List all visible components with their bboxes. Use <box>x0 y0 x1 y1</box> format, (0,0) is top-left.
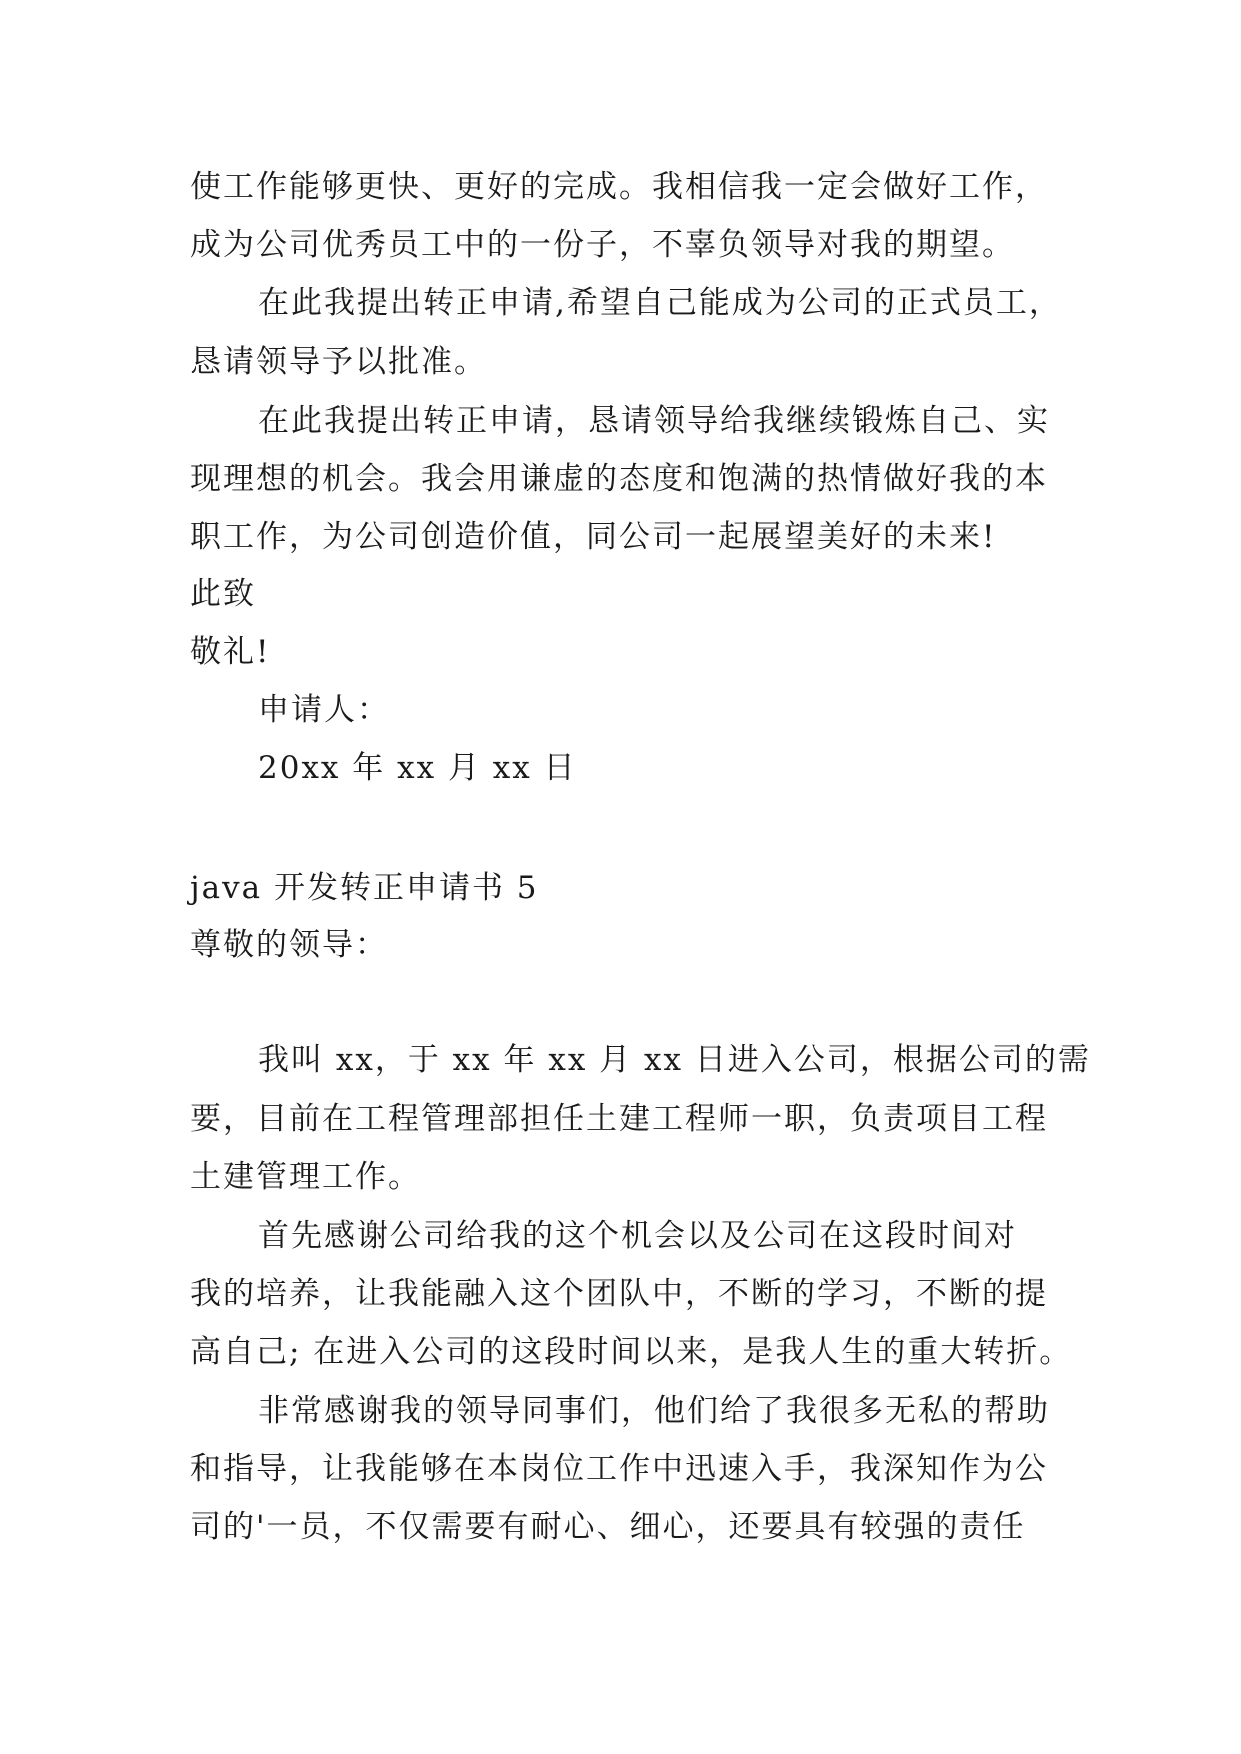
text-line: 在此我提出转正申请,希望自己能成为公司的正式员工， <box>258 285 1062 321</box>
text-line: 我叫 xx，于 xx 年 xx 月 xx 日进入公司，根据公司的需 <box>258 1042 1091 1078</box>
salutation: 敬礼! <box>190 634 271 670</box>
text-line: 使工作能够更快、更好的完成。我相信我一定会做好工作， <box>190 169 1048 205</box>
section-title: java 开发转正申请书 5 <box>190 870 539 906</box>
text-line: 和指导，让我能够在本岗位工作中迅速入手，我深知作为公 <box>190 1451 1048 1487</box>
text-line: 职工作，为公司创造价值，同公司一起展望美好的未来! <box>190 519 997 555</box>
closing-text: 此致 <box>190 576 256 612</box>
text-line: 现理想的机会。我会用谦虚的态度和饱满的热情做好我的本 <box>190 461 1048 497</box>
applicant-label: 申请人： <box>258 692 390 728</box>
text-line: 我的培养，让我能融入这个团队中，不断的学习，不断的提 <box>190 1276 1048 1312</box>
text-line: 非常感谢我的领导同事们，他们给了我很多无私的帮助 <box>258 1393 1050 1429</box>
greeting: 尊敬的领导： <box>190 927 388 963</box>
text-line: 高自己; 在进入公司的这段时间以来，是我人生的重大转折。 <box>190 1334 1073 1370</box>
text-line: 恳请领导予以批准。 <box>190 344 487 380</box>
text-line: 要，目前在工程管理部担任土建工程师一职，负责项目工程 <box>190 1101 1048 1137</box>
text-line: 司的'一员，不仅需要有耐心、细心，还要具有较强的责任 <box>190 1509 1026 1545</box>
text-line: 土建管理工作。 <box>190 1159 421 1195</box>
date-line: 20xx 年 xx 月 xx 日 <box>258 750 577 786</box>
text-line: 在此我提出转正申请，恳请领导给我继续锻炼自己、实 <box>258 403 1050 439</box>
text-line: 成为公司优秀员工中的一份子，不辜负领导对我的期望。 <box>190 227 1015 263</box>
text-line: 首先感谢公司给我的这个机会以及公司在这段时间对 <box>258 1218 1017 1254</box>
